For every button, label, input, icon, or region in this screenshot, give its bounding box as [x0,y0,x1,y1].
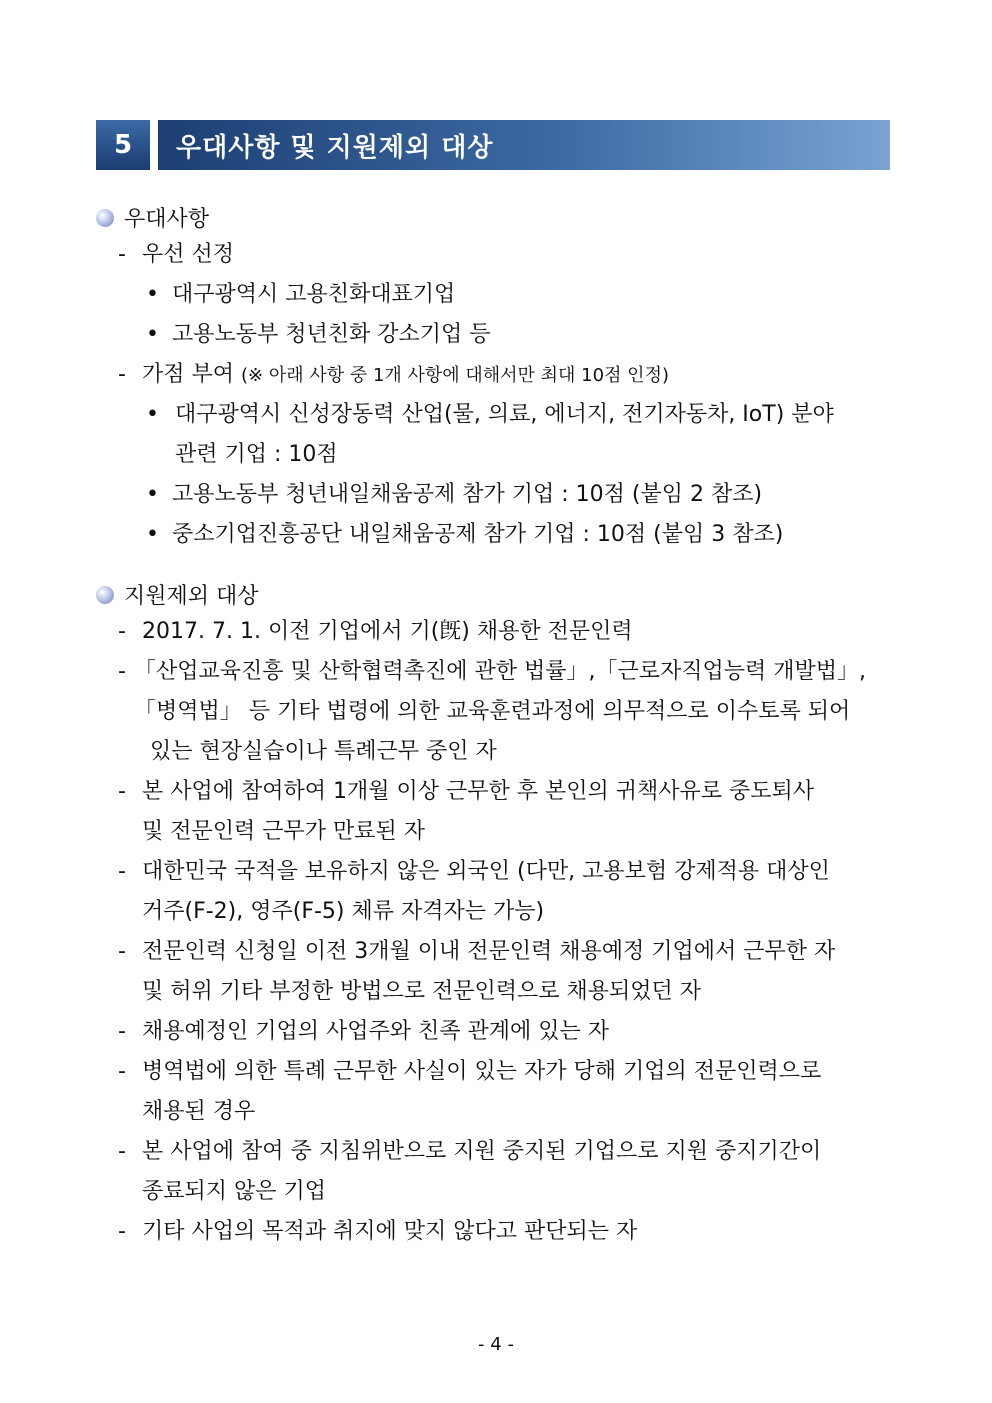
priority-label: 우선 선정 [142,242,235,267]
sphere-bullet-icon [96,209,114,227]
preferential-heading-text: 우대사항 [124,207,210,232]
exclusion-item: 「산업교육진흥 및 산학협력촉진에 관한 법률」,「근로자직업능력 개발법」, [134,659,867,684]
exclusion-item: 대한민국 국적을 보유하지 않은 외국인 (다만, 고용보험 강제적용 대상인 [142,859,830,884]
exclusion-item: 병역법에 의한 특례 근무한 사실이 있는 자가 당해 기업의 전문인력으로 [142,1059,822,1084]
dot-marker: • [146,402,159,427]
bonus-item: 대구광역시 신성장동력 산업(물, 의료, 에너지, 전기자동차, IoT) 분야 [175,402,834,427]
dash-marker: - [118,859,126,884]
exclusion-heading [96,579,259,610]
section-title: 우대사항 및 지원제외 대상 [158,120,890,170]
dash-marker: - [118,779,126,804]
dash-marker: - [118,362,126,387]
priority-item: 고용노동부 청년친화 강소기업 등 [172,322,491,347]
dot-marker: • [146,482,159,507]
dash-marker: - [118,1019,126,1044]
exclusion-item-continued: 「병역법」 등 기타 법령에 의한 교육훈련과정에 의무적으로 이수토록 되어 [134,699,851,724]
bonus-item: 중소기업진흥공단 내일채움공제 참가 기업 : 10점 (붙임 3 참조) [172,522,784,547]
bonus-item: 고용노동부 청년내일채움공제 참가 기업 : 10점 (붙임 2 참조) [172,482,763,507]
exclusion-item: 본 사업에 참여하여 1개월 이상 근무한 후 본인의 귀책사유로 중도퇴사 [142,779,814,804]
bonus-item-continued: 관련 기업 : 10점 [175,442,338,467]
exclusion-item: 전문인력 신청일 이전 3개월 이내 전문인력 채용예정 기업에서 근무한 자 [142,939,836,964]
section-number: 5 [96,120,150,170]
bonus-label-line [142,362,669,389]
exclusion-item-continued: 거주(F-2), 영주(F-5) 체류 자격자는 가능) [142,899,545,924]
dash-marker: - [118,242,126,267]
dot-marker: • [146,282,159,307]
preferential-heading [96,202,209,233]
dot-marker: • [146,322,159,347]
exclusion-item: 2017. 7. 1. 이전 기업에서 기(旣) 채용한 전문인력 [142,619,633,644]
exclusion-item-continued: 종료되지 않은 기업 [142,1179,327,1204]
exclusion-item: 본 사업에 참여 중 지침위반으로 지원 중지된 기업으로 지원 중지기간이 [142,1139,822,1164]
section-header [96,120,890,170]
exclusion-item-continued: 및 허위 기타 부정한 방법으로 전문인력으로 채용되었던 자 [142,979,702,1004]
dash-marker: - [118,939,126,964]
exclusion-heading-text: 지원제외 대상 [124,584,259,609]
page-number: - 4 - [478,1334,514,1355]
dash-marker: - [118,1139,126,1164]
exclusion-item-continued: 있는 현장실습이나 특례근무 중인 자 [150,739,497,764]
dash-marker: - [118,1219,126,1244]
dash-marker: - [118,619,126,644]
priority-item: 대구광역시 고용친화대표기업 [172,282,456,307]
sphere-bullet-icon [96,586,114,604]
exclusion-item-continued: 채용된 경우 [142,1099,256,1124]
exclusion-item: 기타 사업의 목적과 취지에 맞지 않다고 판단되는 자 [142,1219,638,1244]
dot-marker: • [146,522,159,547]
exclusion-item-continued: 및 전문인력 근무가 만료된 자 [142,819,425,844]
exclusion-item: 채용예정인 기업의 사업주와 친족 관계에 있는 자 [142,1019,610,1044]
dash-marker: - [118,659,126,684]
bonus-note: (※ 아래 사항 중 1개 사항에 대해서만 최대 10점 인정) [241,365,669,386]
dash-marker: - [118,1059,126,1084]
bonus-label: 가점 부여 [142,362,235,387]
